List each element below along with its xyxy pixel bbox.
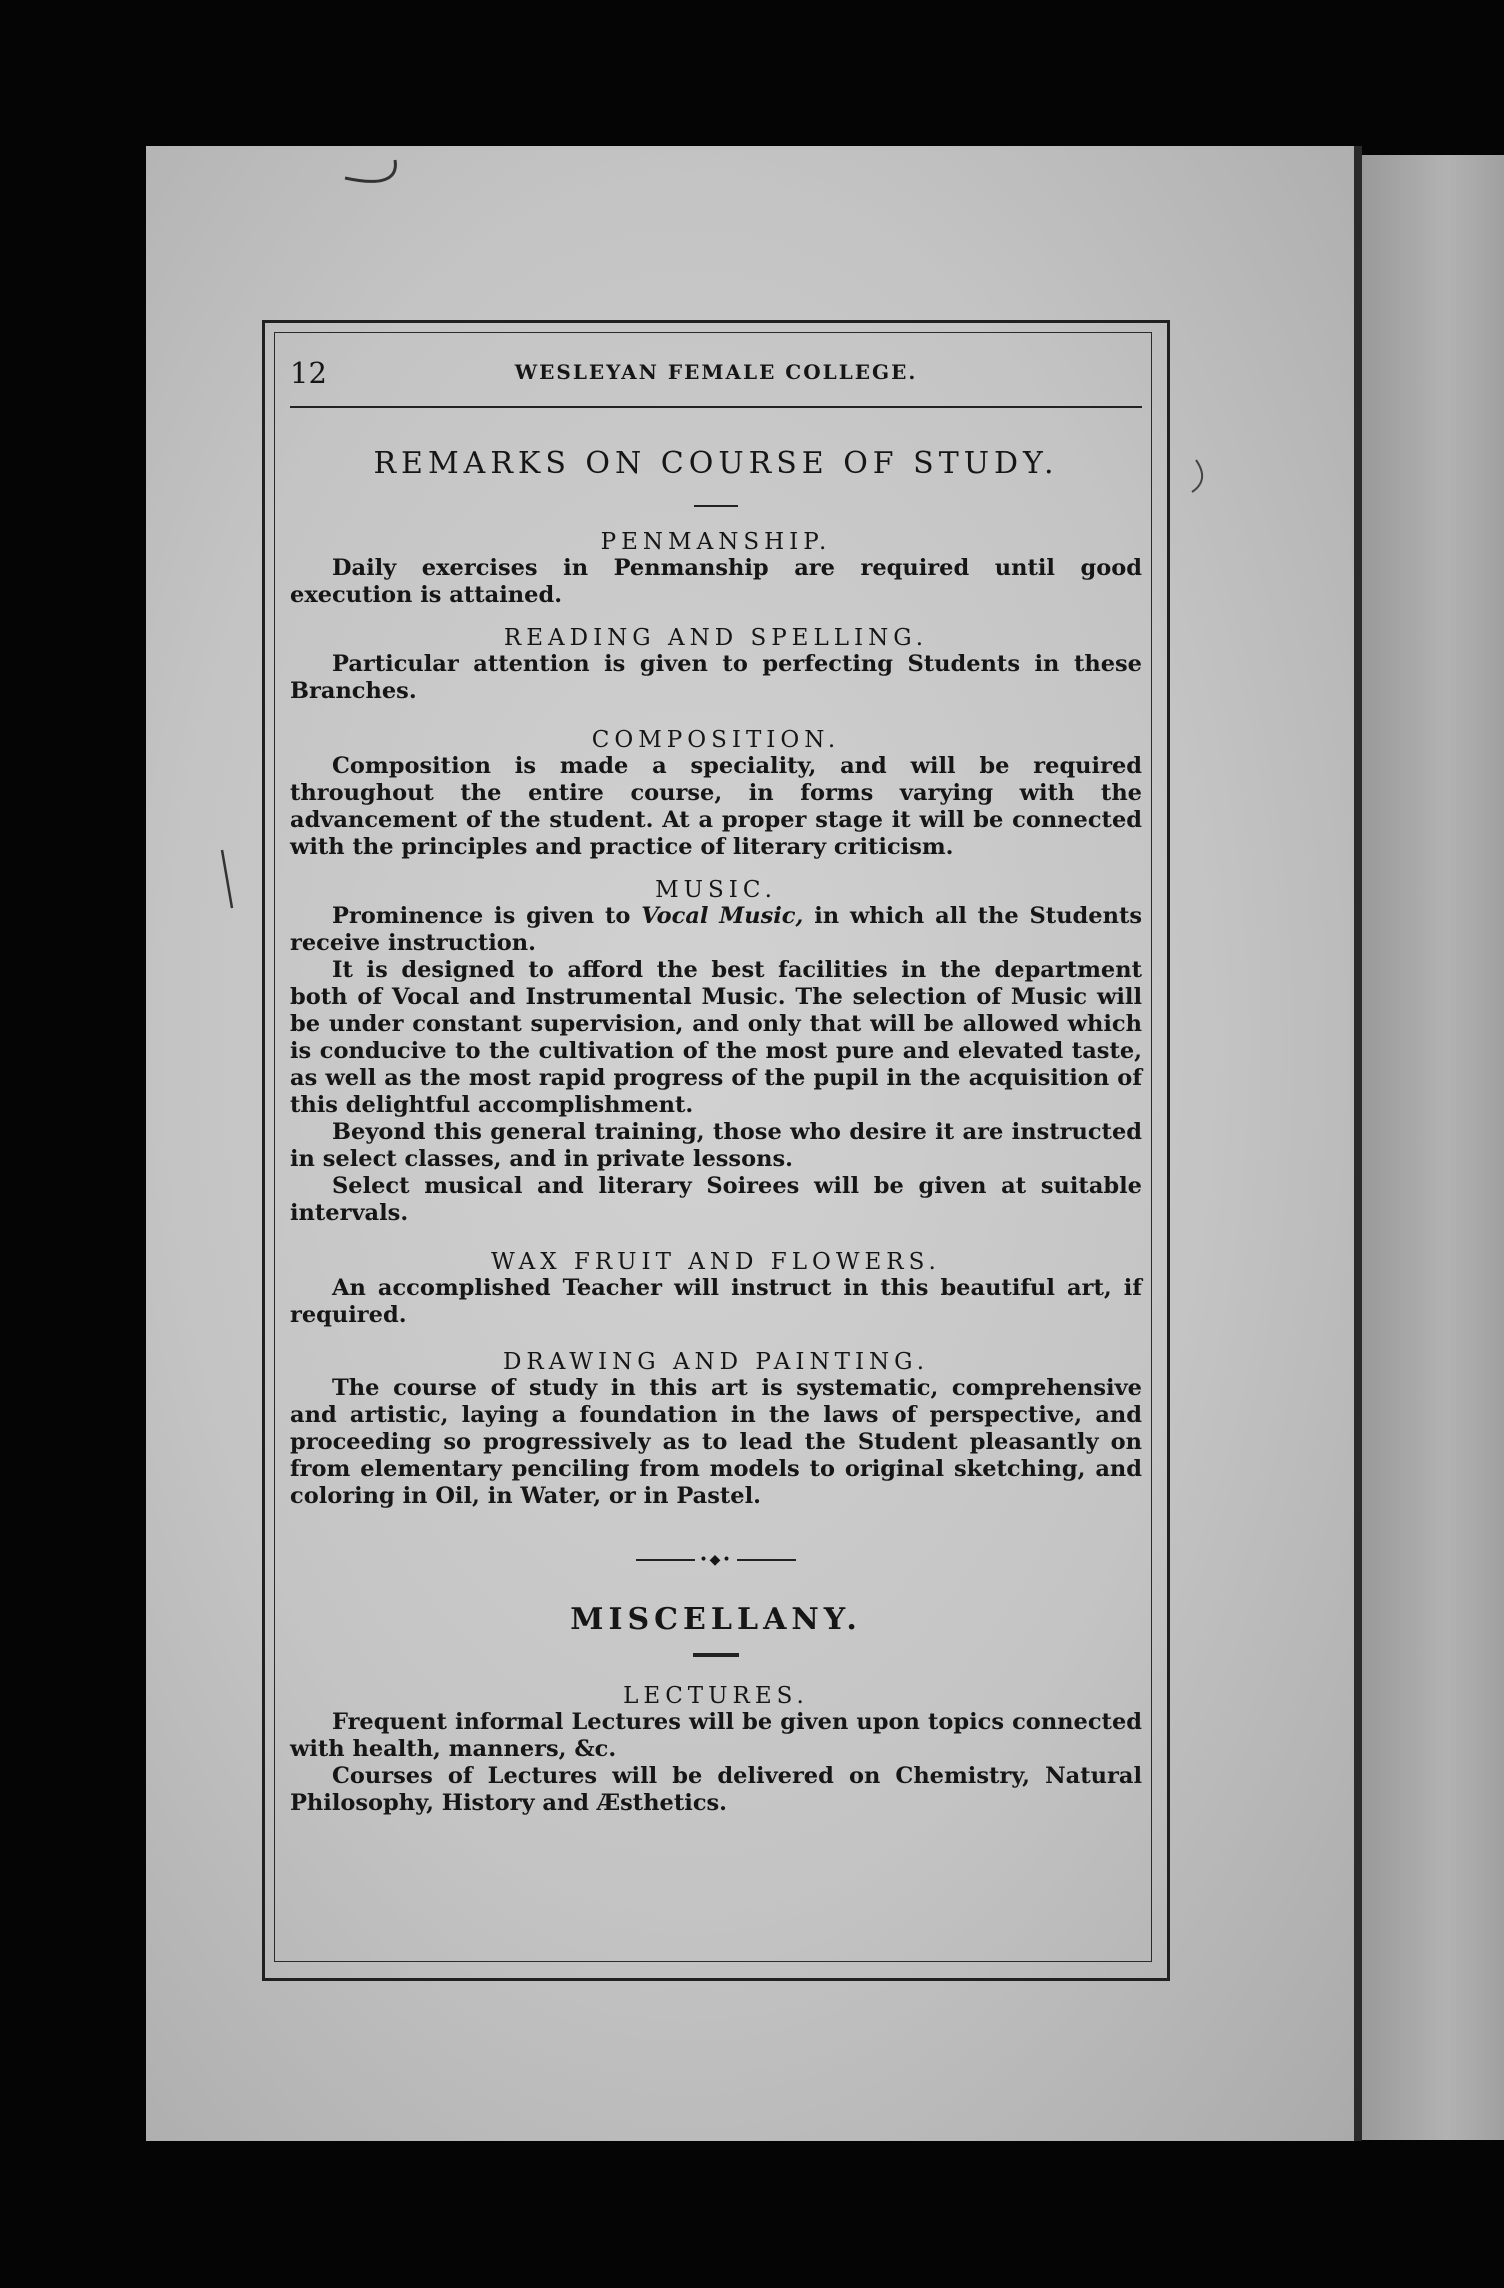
paragraph-lectures-2: Courses of Lectures will be delivered on Chemistry, Natural Philosophy, History and Æsthetics. [290, 1763, 1142, 1816]
heading-composition: COMPOSITION. [591, 727, 841, 753]
ink-mark-top [345, 160, 395, 181]
heading-reading-spelling: READING AND SPELLING. [503, 625, 929, 651]
heading-penmanship: PENMANSHIP. [600, 529, 832, 555]
music-text-b: in which all the Students receive instruction. [290, 903, 1143, 956]
heading-wax-fruit: WAX FRUIT AND FLOWERS. [491, 1249, 941, 1275]
title-rule [694, 505, 738, 507]
heading-music: MUSIC. [655, 877, 777, 903]
ink-mark-left [222, 850, 232, 908]
running-title: WESLEYAN FEMALE COLLEGE. [514, 360, 918, 384]
ink-mark-right [1192, 460, 1202, 492]
page-number: 12 [290, 356, 327, 390]
running-header [290, 340, 1142, 408]
page-content [290, 340, 1142, 1817]
page-title: REMARKS ON COURSE OF STUDY. [373, 446, 1059, 481]
heading-drawing-painting: DRAWING AND PAINTING. [502, 1349, 930, 1375]
music-text-a: Prominence is given to [332, 903, 631, 929]
paragraph-drawing-painting: The course of study in this art is systematic, comprehensive and artistic, laying a foundation in the laws of perspective, and proceeding so progressively as to lead the Student pleasantly on from elementary penciling from models to original sketching, and coloring in Oil, in Water, or in Pastel. [290, 1375, 1142, 1509]
heading-lectures: LECTURES. [623, 1683, 809, 1709]
section-ornament [636, 1552, 796, 1568]
music-italic-vocal: Vocal Music, [641, 903, 804, 929]
paragraph-composition: Composition is made a speciality, and will be required throughout the entire course, in forms varying with the advancement of the student. At a proper stage it will be connected with the principles and practice of literary criticism. [290, 753, 1142, 860]
paragraph-reading-spelling: Particular attention is given to perfecting Students in these Branches. [290, 651, 1142, 704]
miscellany-title: MISCELLANY. [570, 1602, 862, 1637]
miscellany-rule [693, 1653, 739, 1657]
paragraph-wax-fruit: An accomplished Teacher will instruct in this beautiful art, if required. [290, 1275, 1142, 1328]
ornament-line-right [737, 1559, 796, 1561]
ornament-dots: •◆• [699, 1552, 733, 1568]
paragraph-music-4: Select musical and literary Soirees will be given at suitable intervals. [290, 1173, 1142, 1226]
paragraph-music-1 [290, 903, 1142, 957]
paragraph-lectures-1: Frequent informal Lectures will be given upon topics connected with health, manners, &c. [290, 1709, 1142, 1762]
ornament-line-left [636, 1559, 695, 1561]
paragraph-music-2: It is designed to afford the best facilities in the department both of Vocal and Instrumental Music. The selection of Music will be under constant supervision, and only that will be allowed which is conducive to the cultivation of the most pure and elevated taste, as well as the most rapid progress of the pupil in the acquisition of this delightful accomplishment. [290, 957, 1142, 1118]
paragraph-music-3: Beyond this general training, those who desire it are instructed in select classes, and in private lessons. [290, 1119, 1142, 1172]
paragraph-penmanship: Daily exercises in Penmanship are required until good execution is attained. [290, 555, 1142, 608]
